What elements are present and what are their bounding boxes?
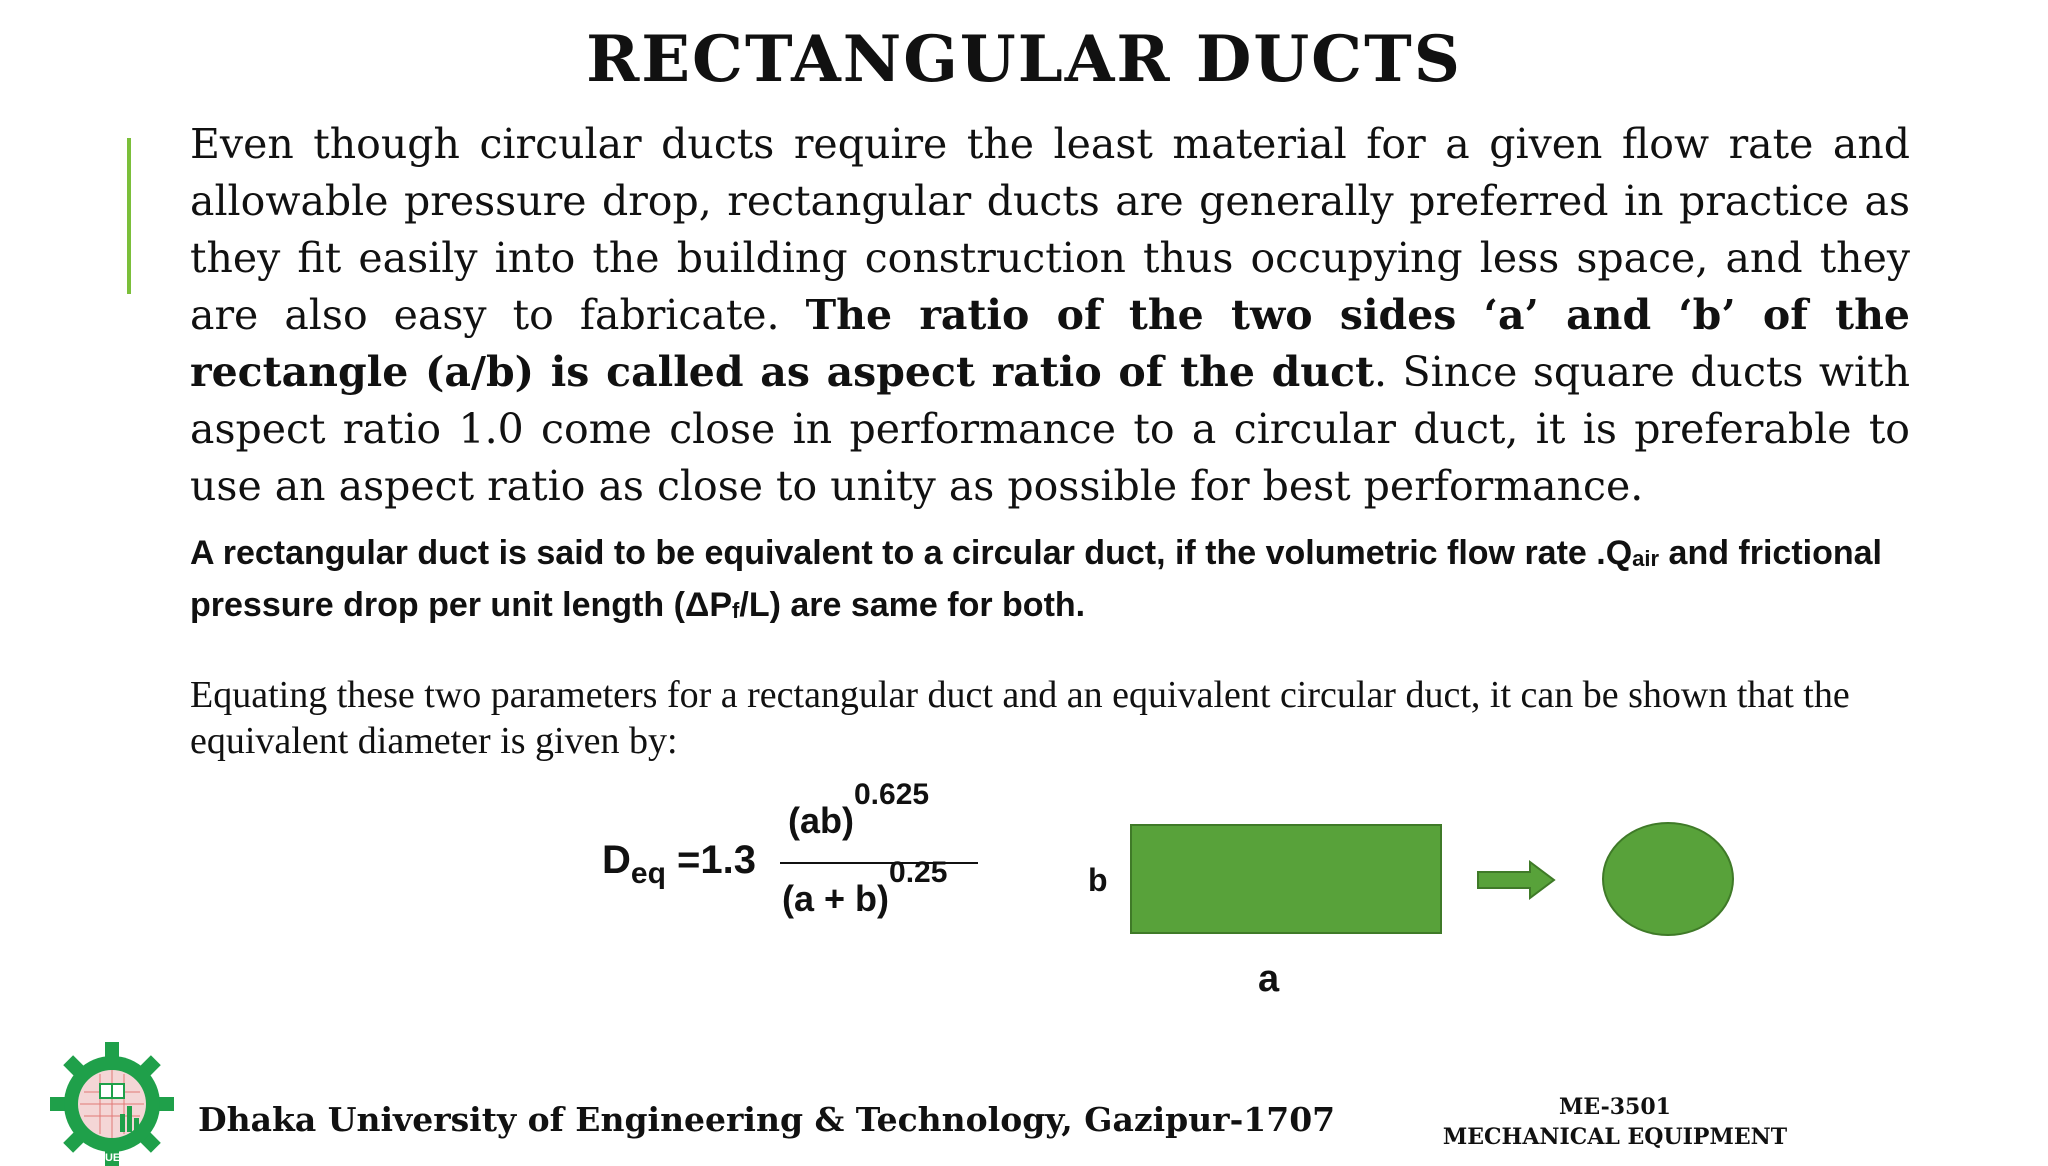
- side-b-label: b: [1088, 862, 1108, 898]
- equivalence-text-1: A rectangular duct is said to be equivalent to a circular duct, if the volumetric flow rate .Q: [190, 534, 1633, 572]
- equivalent-diameter-formula: [602, 778, 982, 934]
- formula-eq-subscript: eq: [630, 857, 666, 890]
- rectangular-duct-shape: [1130, 824, 1442, 934]
- numerator-exponent: 0.625: [854, 778, 930, 811]
- numerator-base: (ab): [788, 800, 854, 841]
- formula-lhs: [602, 838, 756, 890]
- right-arrow-icon: [1476, 860, 1556, 900]
- formula-denominator: [782, 856, 948, 920]
- fraction-line: [780, 862, 978, 864]
- intro-text-2: . Since square ducts with aspect ratio 1.0 come close in performance to a circular duct, it is preferable to use an aspect ratio as close to unity as possible for best performance.: [190, 348, 1910, 510]
- pf-subscript: f: [732, 598, 740, 623]
- formula-d: D: [602, 838, 631, 882]
- equivalence-text-2: and frictional pressure drop per unit length (ΔP: [190, 534, 1883, 624]
- university-name: Dhaka University of Engineering & Technology, Gazipur-1707: [198, 1100, 1336, 1139]
- intro-text-1: Even though circular ducts require the least material for a given flow rate and allowable pressure drop, rectangular ducts are generally preferred in practice as they fit easily into the building construction thus occupying less space, and they are also easy to fabricate.: [190, 120, 1910, 339]
- course-code: ME-3501: [1559, 1094, 1671, 1120]
- course-info: [1400, 1092, 1830, 1152]
- slide-title: RECTANGULAR DUCTS: [586, 22, 1462, 97]
- circular-duct-shape: [1602, 822, 1734, 936]
- course-name: MECHANICAL EQUIPMENT: [1442, 1124, 1788, 1150]
- formula-equals-coefficient: =1.3: [665, 838, 756, 882]
- q-air-subscript: air: [1632, 546, 1660, 571]
- equating-paragraph: Equating these two parameters for a rectangular duct and an equivalent circular duct, it can be shown that the equivalent diameter is given by:: [190, 674, 1850, 762]
- formula-numerator: [788, 778, 930, 842]
- logo-text: DUET: [97, 1152, 127, 1164]
- intro-bold-definition: The ratio of the two sides ‘a’ and ‘b’ of the rectangle (a/b) is called as aspect ratio of the duct: [190, 291, 1910, 396]
- denominator-exponent: 0.25: [889, 856, 948, 889]
- denominator-base: (a + b): [782, 878, 890, 919]
- accent-bar: [127, 138, 131, 294]
- side-a-label: a: [1258, 958, 1280, 1000]
- equivalence-paragraph: [190, 530, 1910, 634]
- intro-paragraph: [190, 116, 1910, 515]
- equivalence-text-3: /L) are same for both.: [739, 586, 1086, 624]
- duct-conversion-diagram: [1060, 800, 1760, 1020]
- duet-logo-icon: [50, 1042, 174, 1166]
